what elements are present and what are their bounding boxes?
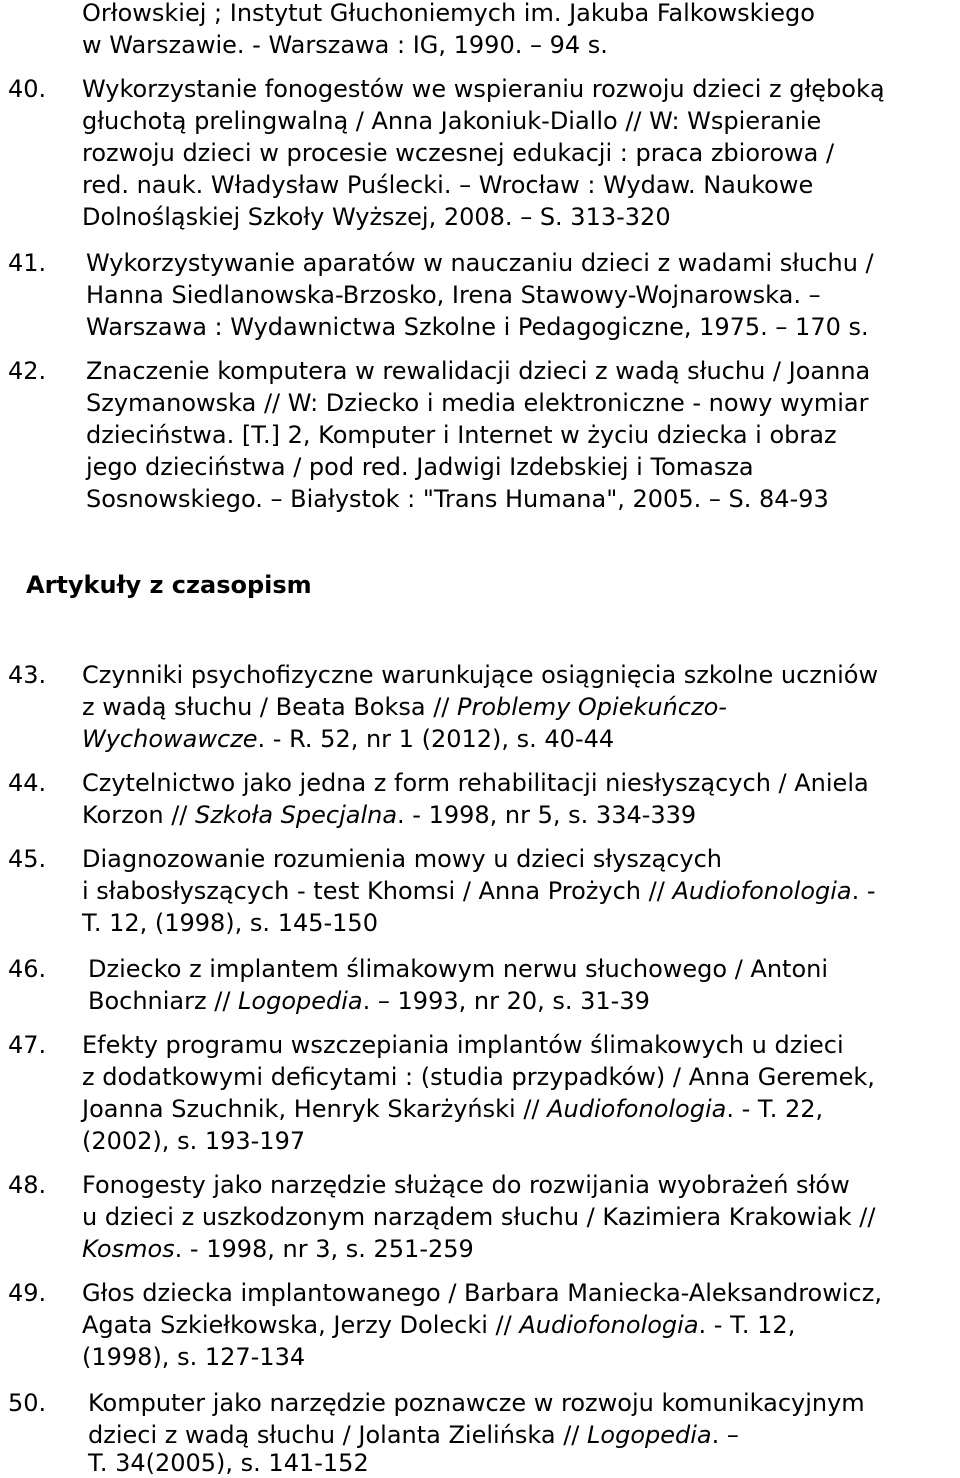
text: Agata Szkiełkowska, Jerzy Dolecki // [82, 1311, 520, 1339]
entry-number: 50. [8, 1389, 47, 1417]
text: . - [851, 877, 876, 905]
text: . - 1998, nr 3, s. 251-259 [174, 1235, 474, 1263]
journal-title: Audiofonologia [519, 1311, 699, 1339]
entry-48-line-3 [82, 1234, 474, 1264]
entry-44-line-2 [82, 800, 696, 830]
entry-40-line-1: Wykorzystanie fonogestów we wspieraniu rozwoju dzieci z głęboką [82, 75, 885, 103]
entry-47-line-3 [82, 1094, 823, 1124]
entry-number: 43. [8, 661, 47, 689]
entry-46-line-1: Dziecko z implantem ślimakowym nerwu słuchowego / Antoni [88, 955, 829, 983]
entry-41-line-3: Warszawa : Wydawnictwa Szkolne i Pedagogiczne, 1975. – 170 s. [86, 313, 869, 341]
text: . - R. 52, nr 1 (2012), s. 40-44 [257, 725, 615, 753]
entry-49-line-3: (1998), s. 127-134 [82, 1343, 306, 1371]
entry-number: 41. [8, 249, 47, 277]
entry-number: 47. [8, 1031, 47, 1059]
section-heading: Artykuły z czasopism [26, 571, 312, 599]
entry-number: 44. [8, 769, 47, 797]
entry-number: 45. [8, 845, 47, 873]
entry-49-line-2 [82, 1310, 795, 1340]
text: . - T. 22, [726, 1095, 824, 1123]
text: . - T. 12, [698, 1311, 796, 1339]
entry-41-line-1: Wykorzystywanie aparatów w nauczaniu dzieci z wadami słuchu / [86, 249, 874, 277]
journal-title: Problemy Opiekuńczo- [457, 693, 727, 721]
entry-45-line-1: Diagnozowanie rozumienia mowy u dzieci słyszących [82, 845, 722, 873]
entry-49-line-1: Głos dziecka implantowanego / Barbara Maniecka-Aleksandrowicz, [82, 1279, 882, 1307]
entry-number: 49. [8, 1279, 47, 1307]
entry-50-line-2 [88, 1420, 739, 1450]
journal-title: Kosmos [82, 1235, 175, 1263]
text: . - 1998, nr 5, s. 334-339 [397, 801, 697, 829]
entry-40-line-2: głuchotą prelingwalną / Anna Jakoniuk-Diallo // W: Wspieranie [82, 107, 822, 135]
entry-45-line-2 [82, 876, 876, 906]
entry-40-line-5: Dolnośląskiej Szkoły Wyższej, 2008. – S. 313-320 [82, 203, 671, 231]
entry-40-line-3: rozwoju dzieci w procesie wczesnej edukacji : praca zbiorowa / [82, 139, 835, 167]
entry-number: 48. [8, 1171, 47, 1199]
entry-43-line-2 [82, 692, 727, 722]
journal-title: Logopedia [587, 1421, 712, 1449]
entry-number: 40. [8, 75, 47, 103]
journal-title: Szkoła Specjalna [195, 801, 398, 829]
entry-39-line-1: Orłowskiej ; Instytut Głuchoniemych im. Jakuba Falkowskiego [82, 0, 815, 27]
journal-title: Audiofonologia [672, 877, 852, 905]
text: Joanna Szuchnik, Henryk Skarżyński // [82, 1095, 548, 1123]
entry-42-line-4: jego dzieciństwa / pod red. Jadwigi Izdebskiej i Tomasza [86, 453, 754, 481]
entry-number: 42. [8, 357, 47, 385]
entry-50-line-1: Komputer jako narzędzie poznawcze w rozwoju komunikacyjnym [88, 1389, 865, 1417]
journal-title: Audiofonologia [547, 1095, 727, 1123]
text: . – [711, 1421, 739, 1449]
text: Korzon // [82, 801, 196, 829]
entry-42-line-2: Szymanowska // W: Dziecko i media elektroniczne - nowy wymiar [86, 389, 869, 417]
text: . – 1993, nr 20, s. 31-39 [362, 987, 650, 1015]
entry-42-line-5: Sosnowskiego. – Białystok : "Trans Humana", 2005. – S. 84-93 [86, 485, 829, 513]
entry-50-line-3: T. 34(2005), s. 141-152 [88, 1449, 369, 1477]
entry-43-line-1: Czynniki psychofizyczne warunkujące osiągnięcia szkolne uczniów [82, 661, 879, 689]
text: i słabosłyszących - test Khomsi / Anna Prożych // [82, 877, 673, 905]
journal-title: Logopedia [238, 987, 363, 1015]
entry-47-line-2: z dodatkowymi deficytami : (studia przypadków) / Anna Geremek, [82, 1063, 875, 1091]
entry-47-line-4: (2002), s. 193-197 [82, 1127, 306, 1155]
text: z wadą słuchu / Beata Boksa // [82, 693, 457, 721]
entry-46-line-2 [88, 986, 650, 1016]
entry-44-line-1: Czytelnictwo jako jedna z form rehabilitacji niesłyszących / Aniela [82, 769, 869, 797]
entry-48-line-2: u dzieci z uszkodzonym narządem słuchu / Kazimiera Krakowiak // [82, 1203, 876, 1231]
entry-42-line-1: Znaczenie komputera w rewalidacji dzieci z wadą słuchu / Joanna [86, 357, 871, 385]
entry-39-line-2: w Warszawie. - Warszawa : IG, 1990. – 94 s. [82, 31, 608, 59]
entry-48-line-1: Fonogesty jako narzędzie służące do rozwijania wyobrażeń słów [82, 1171, 850, 1199]
entry-43-line-3 [82, 724, 614, 754]
text: Bochniarz // [88, 987, 239, 1015]
journal-title: Wychowawcze [82, 725, 258, 753]
text: dzieci z wadą słuchu / Jolanta Zielińska // [88, 1421, 588, 1449]
entry-47-line-1: Efekty programu wszczepiania implantów ślimakowych u dzieci [82, 1031, 844, 1059]
entry-42-line-3: dzieciństwa. [T.] 2, Komputer i Internet w życiu dziecka i obraz [86, 421, 837, 449]
entry-number: 46. [8, 955, 47, 983]
entry-45-line-3: T. 12, (1998), s. 145-150 [82, 909, 378, 937]
entry-41-line-2: Hanna Siedlanowska-Brzosko, Irena Stawowy-Wojnarowska. – [86, 281, 821, 309]
entry-40-line-4: red. nauk. Władysław Puślecki. – Wrocław : Wydaw. Naukowe [82, 171, 814, 199]
